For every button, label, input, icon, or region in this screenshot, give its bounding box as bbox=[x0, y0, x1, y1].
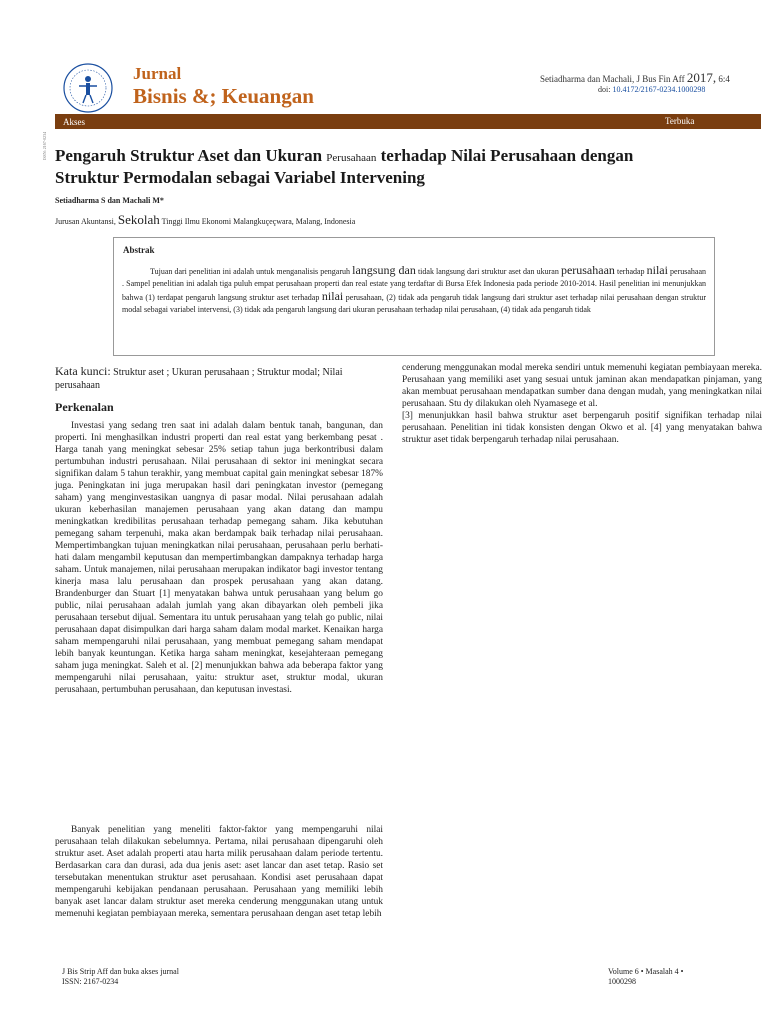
paragraph: cenderung menggunakan modal mereka sendiri untuk memenuhi kegiatan pembiayaan mereka. Perusahaan yang memiliki aset yang sesuai untuk jaminan akan mendapatkan pinjaman, yang akan membuat perusahaan mendapatkan sumber dana dengan mudah, yang meningkatkan nilai perusahaan. Stu dy dilakukan oleh Nyamasege et al. bbox=[402, 363, 762, 409]
abstract-s7: perusahaan . Sampel penelitian ini adalah tiga puluh empat perusahaan properti dan real estate yang terdaftar di Bursa Efek Indonesia pada periode 2010-2014. Hasil penelitian ini menunjukkan bahwa (1) terdapat pengaruh langsung struktur aset terhadap bbox=[122, 267, 707, 302]
journal-name-line1: Jurnal bbox=[133, 64, 182, 83]
title-part-c: terhadap Nilai Perusahaan dengan bbox=[376, 146, 634, 165]
column-left-para1 bbox=[55, 420, 383, 696]
header-bar bbox=[55, 114, 761, 129]
side-issn: ISSN: 2167-0234 bbox=[42, 131, 47, 160]
abstract-s1: Tujuan dari penelitian ini adalah untuk menganalisis pengaruh bbox=[150, 267, 351, 276]
doi bbox=[598, 85, 705, 94]
bar-label-right: Terbuka bbox=[665, 116, 695, 126]
title-part-d: Struktur Permodalan sebagai Variabel Intervening bbox=[55, 168, 425, 187]
footer-right-line2: 1000298 bbox=[608, 977, 636, 986]
keywords-text: Struktur aset ; Ukuran perusahaan ; Struktur modal; Nilai perusahaan bbox=[55, 367, 343, 391]
doi-label: doi: bbox=[598, 85, 611, 94]
citation-prefix: Setiadharma dan Machali, J Bus Fin Aff bbox=[540, 74, 685, 84]
title-part-b: Perusahaan bbox=[326, 152, 377, 164]
abstract-s5: terhadap bbox=[614, 267, 645, 276]
affil-b: Sekolah bbox=[117, 212, 160, 227]
footer-right bbox=[608, 967, 683, 987]
footer-left-line2: ISSN: 2167-0234 bbox=[62, 977, 119, 986]
affil-a: Jurusan Akuntansi, bbox=[55, 217, 116, 226]
affil-c: Tinggi Ilmu Ekonomi Malangkuçeçwara, Malang, Indonesia bbox=[159, 217, 356, 226]
abstract-s3: tidak langsung dari struktur aset dan ukuran bbox=[415, 267, 559, 276]
keywords-label: Kata kunci: bbox=[55, 364, 111, 378]
journal-logo-icon bbox=[55, 62, 121, 114]
keywords bbox=[55, 365, 380, 392]
abstract-s2: langsung dan bbox=[352, 263, 416, 277]
footer-right-line1: Volume 6 • Masalah 4 • bbox=[608, 967, 684, 976]
footer-left-line1: J Bis Strip Aff dan buka akses jurnal bbox=[62, 967, 179, 976]
footer-left bbox=[62, 967, 179, 987]
citation-year: 2017, bbox=[686, 70, 717, 85]
article-title bbox=[55, 146, 745, 188]
abstract-s6: nilai bbox=[646, 263, 668, 277]
authors: Setiadharma S dan Machali M* bbox=[55, 196, 164, 205]
abstract-box bbox=[113, 237, 715, 356]
title-part-a: Pengaruh Struktur Aset dan Ukuran bbox=[55, 146, 323, 165]
abstract-s4: perusahaan bbox=[560, 263, 615, 277]
citation bbox=[540, 70, 730, 86]
abstract-s8: nilai bbox=[321, 289, 344, 303]
paragraph: Banyak penelitian yang meneliti faktor-faktor yang mempengaruhi nilai perusahaan telah dilakukan sebelumnya. Pertama, nilai perusahaan dipengaruhi oleh struktur aset. Aset adalah properti atau harta milik perusahaan dalam periode tertentu. Berdasarkan cara dan durasi, ada dua jenis aset: aset lancar dan aset tetap. Rasio set tersebutakan menentukan struktur aset perusahaan. Kondisi aset perusahaan dapat mempengaruhi kebijakan pendanaan perusahaan. Perusahaan yang memiliki lebih banyak aset lancar dalam struktur aset mereka cenderung menggunakan utang untuk memenuhi kegiatan pembiayaan mereka, sementara perusahaan dengan aset tetap lebih bbox=[55, 825, 383, 919]
citation-volume: 6:4 bbox=[718, 74, 730, 84]
section-heading: Perkenalan bbox=[55, 400, 114, 414]
doi-link[interactable]: 10.4172/2167-0234.1000298 bbox=[612, 85, 706, 94]
affiliation bbox=[55, 212, 355, 228]
journal-name-line2: Bisnis &; Keuangan bbox=[133, 84, 314, 108]
column-right bbox=[402, 362, 762, 446]
paragraph: [3] menunjukkan hasil bahwa struktur aset berpengaruh positif signifikan terhadap nilai perusahaan. Penelitian ini tidak konsisten dengan Okwo et al. [4] yang menyatakan bahwa struktur aset tidak berpengaruh terhadap nilai perusahaan. bbox=[402, 411, 762, 445]
abstract-heading: Abstrak bbox=[123, 245, 155, 255]
bar-label-left: Akses bbox=[63, 117, 85, 127]
paragraph: Investasi yang sedang tren saat ini adalah dalam bentuk tanah, bangunan, dan properti. Ini menghasilkan industri properti dan real estat yang berkembang pesat . Harga tanah yang meningkat sebesar 25% setiap tahun juga berkontribusi dalam pertumbuhan industri perusahaan. Nilai perusahaan di sektor ini meningkat secara signifikan dalam 5 tahun terakhir, yang membuat capital gain meningkat sebesar 187% juga. Peningkatan ini juga merupakan hasil dari peningkatan investor (pemegang saham) yang menginvestasikan uangnya di pasar modal. Nilai perusahaan adalah ukuran keberhasilan manajemen perusahaan yang akan datang dan mampu meningkatkan kredibilitas perusahaan terhadap pemegang saham. Jika kebutuhan pemegang saham terpenuhi, maka akan berdampak baik terhadap nilai perusahaan. Mempertimbangkan tujuan meningkatkan nilai perusahaan, perusahaan perlu berhati-hati dalam mengambil keputusan dan mempertimbangkan dampaknya terhadap harga saham. Untuk manajemen, nilai perusahaan merupakan indikator bagi investor tentang kinerja masa lalu perusahaan dan prospek perusahaan yang akan datang. Brandenburger dan Stuart [1] menyatakan bahwa untuk perusahaan yang belum go public, nilai perusahaan adalah jumlah yang akan dibayarkan oleh pembeli jika perusahaan tersebut dijual. Sementara itu untuk perusahaan yang telah go public, nilai perusahaan dapat disimpulkan dari harga saham dalam modal market. Kenaikan harga saham mempengaruhi nilai perusahaan, yang membuat pemegang saham mendapat lebih banyak keuntungan. Ketika harga saham meningkat, kesejahteraan pemegang saham juga meningkat. Saleh et al. [2] menunjukkan bahwa ada beberapa faktor yang mempengaruhi nilai perusahaan, yaitu: struktur aset, struktur modal, ukuran perusahaan, pertumbuhan perusahaan, dan keputusan investasi. bbox=[55, 421, 383, 695]
abstract-body bbox=[122, 264, 706, 316]
abstract-s9: perusahaan, (2) tidak ada pengaruh tidak langsung dari struktur aset terhadap nilai perusahaan dengan struktur modal sebagai variabel intervensi, (3) tidak ada pengaruh langsung dari ukuran perusahaan terhadap nilai perusahaan, (4) tidak ada pengaruh tidak bbox=[122, 293, 707, 314]
column-left-para2 bbox=[55, 824, 383, 920]
